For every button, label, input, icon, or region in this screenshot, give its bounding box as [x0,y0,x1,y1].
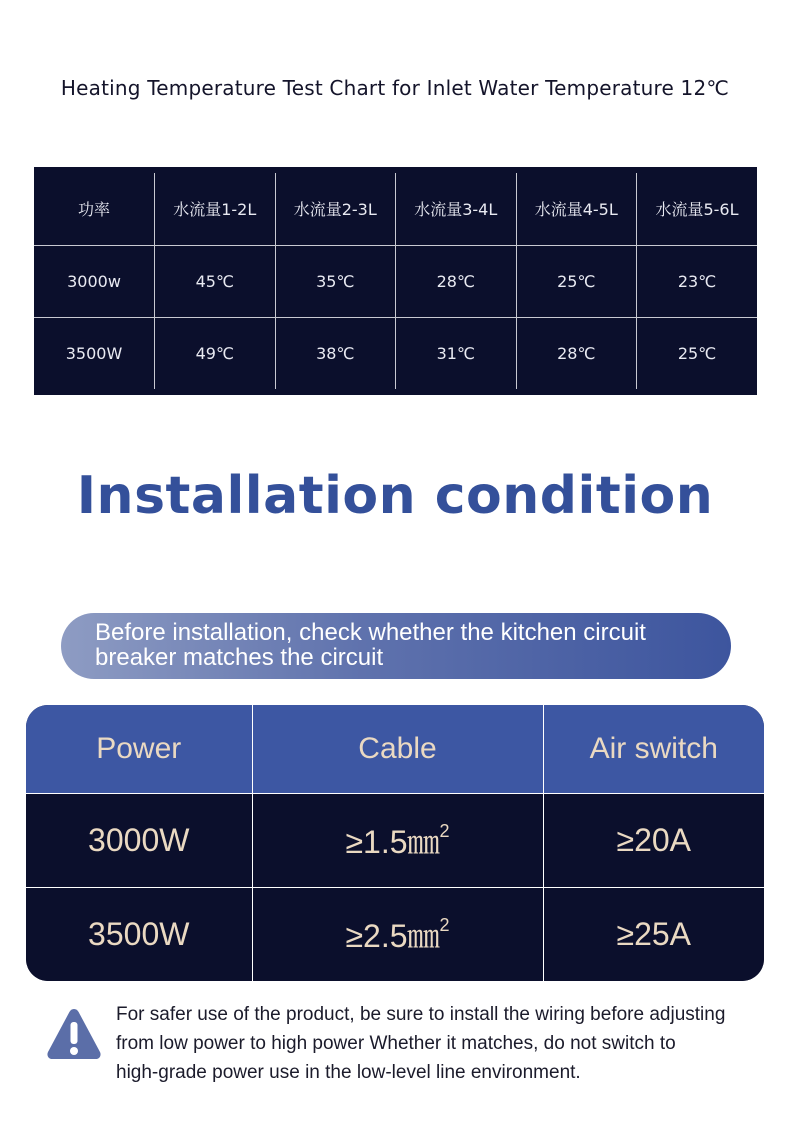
header-cell-flow-4-5: 水流量4-5L [516,173,637,245]
safety-warning [46,1000,786,1100]
chart-title: Heating Temperature Test Chart for Inlet Water Temperature 12℃ [60,76,730,100]
header-cell-flow-2-3: 水流量2-3L [275,173,396,245]
installation-spec-table [26,705,764,981]
table-header-row [34,173,757,245]
table-cell: 38℃ [275,317,396,389]
spec-cell-power: 3000W [26,793,252,887]
table-row [26,793,764,887]
table-row [26,887,764,981]
header-cell-flow-5-6: 水流量5-6L [637,173,758,245]
warning-triangle-icon [46,1006,102,1062]
spec-header-row [26,705,764,793]
table-cell: 3000w [34,245,155,317]
header-cell-power: 功率 [34,173,155,245]
installation-heading: Installation condition [76,466,714,526]
spec-cell-air-switch: ≥25A [543,887,764,981]
spec-cell-power: 3500W [26,887,252,981]
table-cell: 28℃ [396,245,517,317]
table-cell: 3500W [34,317,155,389]
table-cell: 28℃ [516,317,637,389]
table-cell: 35℃ [275,245,396,317]
header-cell-flow-3-4: 水流量3-4L [396,173,517,245]
table-cell: 23℃ [637,245,758,317]
installation-notice [61,613,731,679]
spec-cell-cable: ≥2.5㎜$^2$ [252,887,543,981]
spec-cell-air-switch: ≥20A [543,793,764,887]
table-row [34,245,757,317]
spec-header-cable: Cable [252,705,543,793]
spec-header-power: Power [26,705,252,793]
warning-line-1: For safer use of the product, be sure to install the wiring before adjusting [116,1004,726,1025]
temperature-test-table [34,167,757,395]
table-cell: 49℃ [155,317,276,389]
notice-line-2: breaker matches the circuit [95,644,384,671]
spec-cell-cable: ≥1.5㎜$^2$ [252,793,543,887]
notice-line-1: Before installation, check whether the kitchen circuit [95,619,646,646]
warning-line-3: high-grade power use in the low-level line environment. [116,1062,581,1083]
table-cell: 25℃ [516,245,637,317]
table-cell: 45℃ [155,245,276,317]
warning-text [116,1000,786,1087]
header-cell-flow-1-2: 水流量1-2L [155,173,276,245]
table-row [34,317,757,389]
table-cell: 25℃ [637,317,758,389]
warning-line-2: from low power to high power Whether it matches, do not switch to [116,1033,676,1054]
spec-header-air-switch: Air switch [543,705,764,793]
table-cell: 31℃ [396,317,517,389]
